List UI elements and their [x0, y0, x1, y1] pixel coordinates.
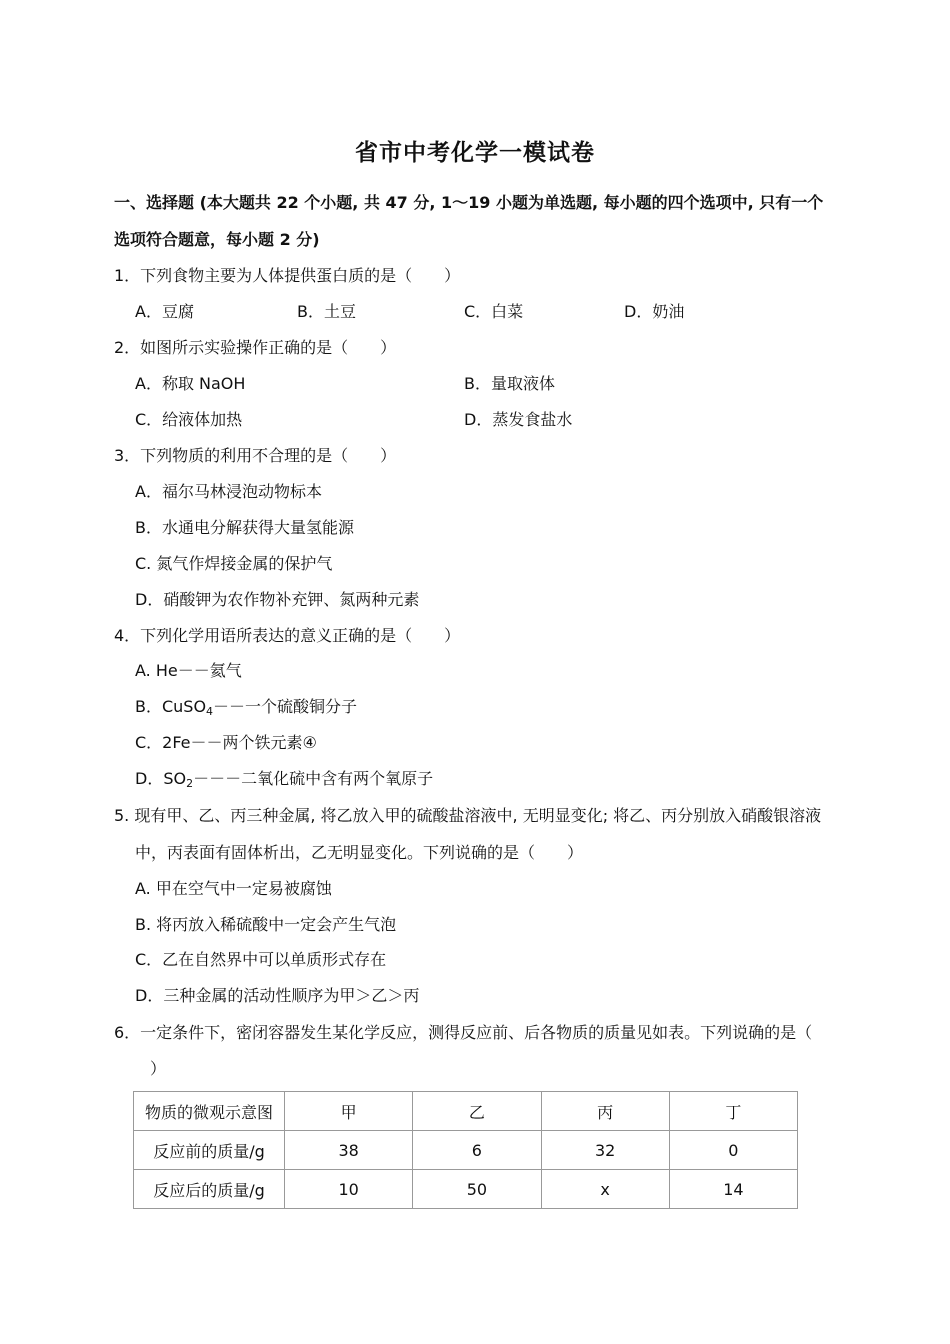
table-cell: 反应后的质量/g	[134, 1170, 285, 1209]
q3-option-d[interactable]: D．硝酸钾为农作物补充钾、氮两种元素	[135, 590, 420, 609]
question-5-stem-cont: 中，丙表面有固体析出，乙无明显变化。下列说确的是（ ）	[135, 843, 584, 862]
q3-option-c[interactable]: C. 氮气作焊接金属的保护气	[135, 554, 333, 573]
q4-b-suffix: －－一个硫酸铜分子	[213, 697, 358, 716]
q1-option-c[interactable]: C．白菜	[464, 302, 524, 321]
table-cell: 10	[285, 1170, 413, 1209]
table-cell: x	[541, 1170, 669, 1209]
q2-option-c[interactable]: C．给液体加热	[135, 410, 243, 429]
question-2-stem: 2．如图所示实验操作正确的是（ ）	[114, 338, 397, 357]
table-row	[134, 1170, 798, 1209]
table-header-cell: 物质的微观示意图	[134, 1092, 285, 1131]
table-header-cell: 丁	[669, 1092, 797, 1131]
section-heading: 一、选择题 (本大题共 22 个小题, 共 47 分, 1～19 小题为单选题, 每小题的四个选项中, 只有一个	[114, 193, 824, 212]
q4-option-b[interactable]	[135, 696, 357, 723]
table-header-cell: 乙	[413, 1092, 541, 1131]
q5-option-d[interactable]: D．三种金属的活动性顺序为甲＞乙＞丙	[135, 986, 420, 1005]
table-header-row	[134, 1092, 798, 1131]
question-4-stem: 4．下列化学用语所表达的意义正确的是（ ）	[114, 626, 461, 645]
q2-option-a[interactable]: A．称取 NaOH	[135, 374, 246, 393]
question-6-stem-cont: ）	[150, 1059, 167, 1078]
q3-option-b[interactable]: B．水通电分解获得大量氢能源	[135, 518, 354, 537]
table-row	[134, 1131, 798, 1170]
table-cell: 0	[669, 1131, 797, 1170]
section-heading-cont: 选项符合题意，每小题 2 分)	[114, 230, 320, 249]
q5-option-c[interactable]: C．乙在自然界中可以单质形式存在	[135, 950, 387, 969]
table-cell: 50	[413, 1170, 541, 1209]
question-5-stem: 5. 现有甲、乙、丙三种金属, 将乙放入甲的硫酸盐溶液中, 无明显变化; 将乙、丙分别放入硝酸银溶液	[114, 806, 822, 825]
q4-option-a[interactable]: A. He－－氦气	[135, 661, 242, 680]
q1-option-d[interactable]: D．奶油	[624, 302, 685, 321]
q4-d-subscript: 2	[186, 777, 194, 790]
question-1-stem: 1．下列食物主要为人体提供蛋白质的是（ ）	[114, 266, 461, 285]
q2-option-d[interactable]: D．蒸发食盐水	[464, 410, 573, 429]
q4-b-subscript: 4	[206, 705, 214, 718]
page-title: 省市中考化学一模试卷	[355, 140, 595, 166]
q5-option-b[interactable]: B. 将丙放入稀硫酸中一定会产生气泡	[135, 915, 397, 934]
q1-option-b[interactable]: B．土豆	[297, 302, 356, 321]
table-header-cell: 甲	[285, 1092, 413, 1131]
q4-d-prefix: D．SO	[135, 769, 187, 788]
q4-option-d[interactable]	[135, 768, 433, 795]
q3-option-a[interactable]: A．福尔马林浸泡动物标本	[135, 482, 322, 501]
table-cell: 32	[541, 1131, 669, 1170]
q4-b-prefix: B．CuSO	[135, 697, 207, 716]
q4-option-c[interactable]: C．2Fe－－两个铁元素④	[135, 733, 317, 752]
table-cell: 14	[669, 1170, 797, 1209]
table-cell: 38	[285, 1131, 413, 1170]
question-3-stem: 3．下列物质的利用不合理的是（ ）	[114, 446, 397, 465]
question-6-stem: 6．一定条件下，密闭容器发生某化学反应，测得反应前、后各物质的质量见如表。下列说确的是（	[114, 1023, 813, 1042]
table-header-cell: 丙	[541, 1092, 669, 1131]
q1-option-a[interactable]: A．豆腐	[135, 302, 194, 321]
table-cell: 6	[413, 1131, 541, 1170]
table-cell: 反应前的质量/g	[134, 1131, 285, 1170]
q5-option-a[interactable]: A. 甲在空气中一定易被腐蚀	[135, 879, 332, 898]
q2-option-b[interactable]: B．量取液体	[464, 374, 555, 393]
mass-table	[133, 1091, 798, 1209]
q4-d-suffix: －－－二氧化硫中含有两个氧原子	[193, 769, 434, 788]
